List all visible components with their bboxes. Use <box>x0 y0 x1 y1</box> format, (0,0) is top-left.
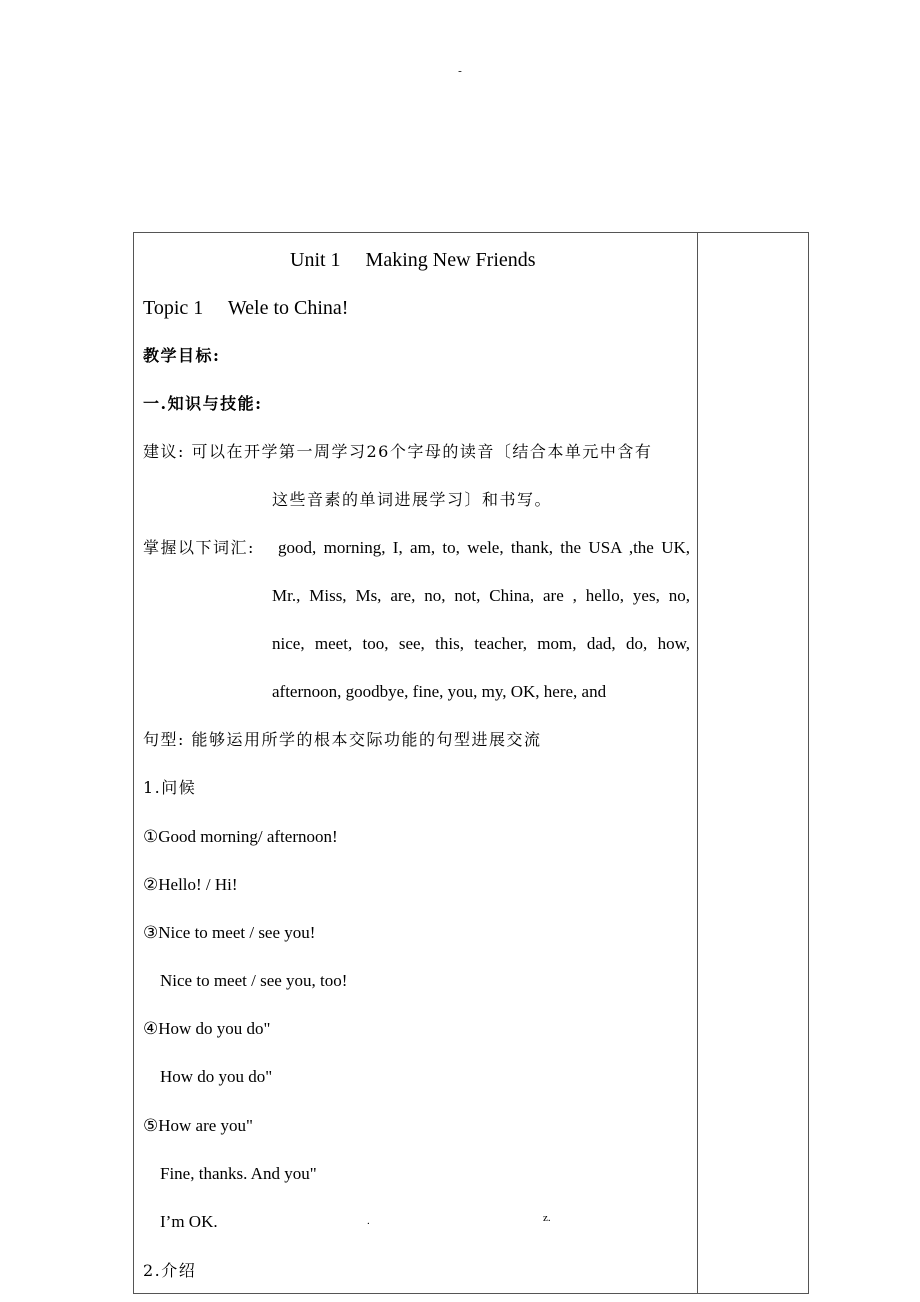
footer-z: z. <box>543 1212 551 1224</box>
vocab-line-3: nice, meet, too, see, this, teacher, mom, dad, do, how, <box>272 634 690 653</box>
intro-heading: 2.介绍 <box>143 1261 197 1280</box>
suggestion-line-1: 建议: 可以在开学第一周学习26个字母的读音〔结合本单元中含有 <box>143 442 653 461</box>
sentence-patterns: 句型: 能够运用所学的根本交际功能的句型进展交流 <box>143 730 542 749</box>
greeting-item: ④How do you do" <box>143 1019 271 1038</box>
greeting-reply: I’m OK. <box>160 1212 218 1231</box>
knowledge-skills-heading: 一.知识与技能: <box>143 394 263 413</box>
unit-title: Unit 1 Making New Friends <box>290 249 536 271</box>
vocab-line-1: good, morning, I, am, to, wele, thank, the USA ,the UK, <box>278 538 690 557</box>
greeting-item: ⑤How are you" <box>143 1116 253 1135</box>
page-header-mark: - <box>458 65 462 77</box>
footer-dot: . <box>367 1215 370 1227</box>
topic-title: Topic 1 Wele to China! <box>143 297 349 319</box>
greeting-item: ③Nice to meet / see you! <box>143 923 316 942</box>
greeting-item: ②Hello! / Hi! <box>143 875 238 894</box>
vocab-line-2: Mr., Miss, Ms, are, no, not, China, are , hello, yes, no, <box>272 586 690 605</box>
objectives-heading: 教学目标: <box>143 346 221 365</box>
greeting-heading: 1.问候 <box>143 778 197 797</box>
table-column-divider <box>697 232 698 1294</box>
vocab-label: 掌握以下词汇: <box>143 538 255 557</box>
vocab-line-4: afternoon, goodbye, fine, you, my, OK, here, and <box>272 682 607 701</box>
greeting-reply: Fine, thanks. And you" <box>160 1164 317 1183</box>
greeting-item: ①Good morning/ afternoon! <box>143 827 338 846</box>
greeting-reply: Nice to meet / see you, too! <box>160 971 348 990</box>
greeting-reply: How do you do" <box>160 1067 273 1086</box>
suggestion-line-2: 这些音素的单词进展学习〕和书写。 <box>272 490 553 509</box>
